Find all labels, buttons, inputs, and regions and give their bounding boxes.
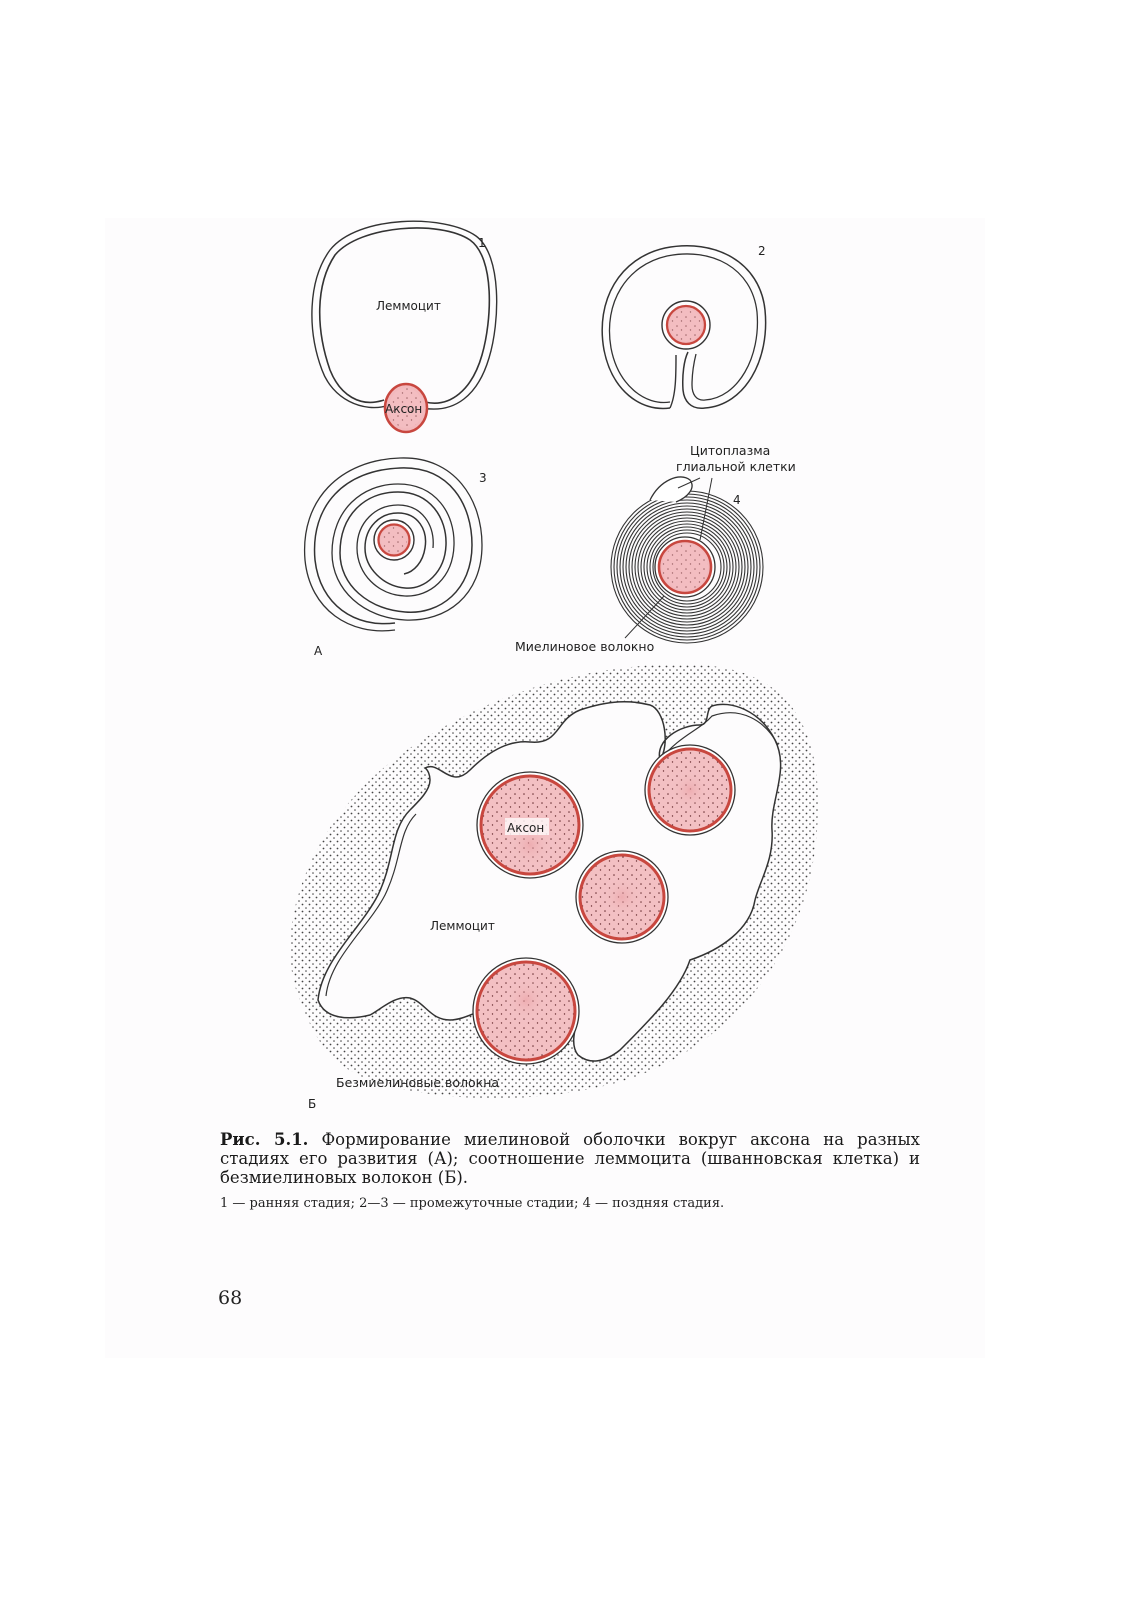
unmyelinated-axon-4 <box>473 958 579 1064</box>
caption-title: Рис. 5.1. <box>220 1130 309 1149</box>
stage-3 <box>305 458 487 658</box>
label-cytoplasm: Цитоплазма <box>690 443 771 458</box>
panel-a-label: А <box>314 644 323 658</box>
stage-number-3: 3 <box>479 471 487 485</box>
caption-text: Формирование миелиновой оболочки вокруг аксона на разных стадиях его развития (А); соотношение леммоцита (шванновская клетка) и безмиелиновых волокон (Б). <box>220 1130 920 1187</box>
stage-number-4: 4 <box>733 493 741 507</box>
figure-caption <box>220 1130 920 1187</box>
label-lemmocyte-b: Леммоцит <box>430 919 495 933</box>
panel-b-label: Б <box>308 1097 317 1111</box>
label-axon-b: Аксон <box>507 821 545 835</box>
label-lemmocyte-1: Леммоцит <box>376 299 441 313</box>
panel-b <box>290 664 818 1111</box>
unmyelinated-axon-2 <box>645 745 735 835</box>
figure-legend: 1 — ранняя стадия; 2—3 — промежуточные стадии; 4 — поздняя стадия. <box>220 1196 725 1211</box>
stage-1 <box>312 221 497 432</box>
stage-4 <box>515 443 796 654</box>
label-unmyelinated-fibers: Безмиелиновые волокна <box>336 1075 500 1090</box>
stage-2 <box>602 244 765 408</box>
label-myelin-fiber: Миелиновое волокно <box>515 639 655 654</box>
stage-number-1: 1 <box>478 236 486 250</box>
page-number: 68 <box>218 1287 243 1309</box>
label-axon-1: Аксон <box>385 402 423 416</box>
stage-number-2: 2 <box>758 244 766 258</box>
unmyelinated-axon-3 <box>576 851 668 943</box>
glial-cytoplasm-outer <box>650 477 692 502</box>
label-glial-cell: глиальной клетки <box>676 459 796 474</box>
